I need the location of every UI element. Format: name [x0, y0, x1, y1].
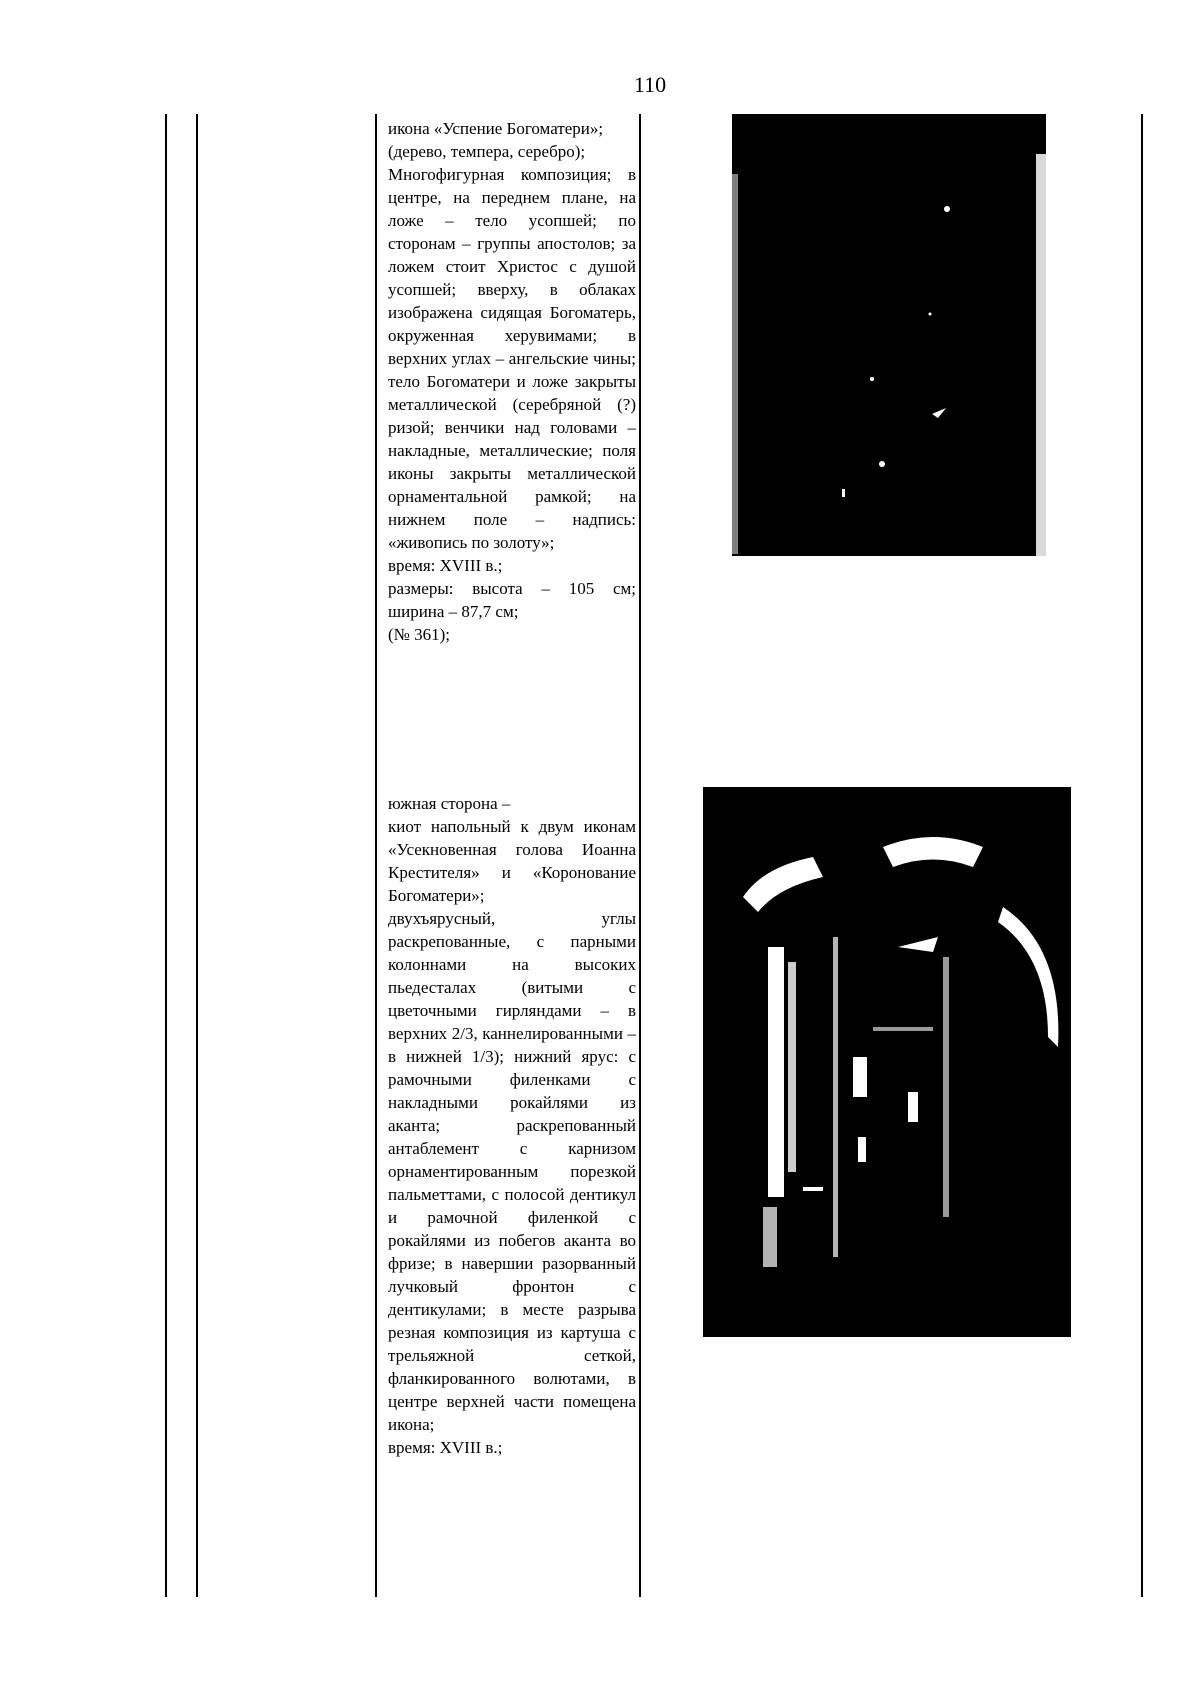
description-line: двухъярусный, углы раскрепованные, с парными колоннами на высоких пьедесталах (витыми с цветочными гирляндами – в верхних 2/3, каннелированными – в нижней 1/3); нижний ярус: с рамочными филенками с накладными рокайлями из аканта; раскрепованный антаблемент с карнизом орнаментированным порезкой пальметтами, с полосой дентикул и рамочной филенкой с рокайлями из побегов аканта во фризе; в навершии разорванный лучковый фронтон с дентикулами; в месте разрыва резная композиция из картуша с трельяжной сеткой, фланкированного волютами, в центре верхней части помещена икона;: [388, 909, 636, 1434]
description-line: икона «Успение Богоматери»;: [388, 119, 604, 138]
table-border: [196, 114, 198, 1597]
table-border: [639, 114, 641, 1597]
description-line: (№ 361);: [388, 625, 451, 644]
description-line: время: XVIII в.;: [388, 556, 503, 575]
icon-photo-art: [732, 114, 1046, 556]
description-cell: [388, 117, 636, 646]
description-line: южная сторона –: [388, 794, 511, 813]
kiot-photo-art: [703, 787, 1071, 1337]
description-line: (дерево, темпера, серебро);: [388, 142, 586, 161]
table-border: [1141, 114, 1143, 1597]
kiot-photo: [703, 787, 1071, 1337]
description-cell: [388, 792, 636, 1459]
page-number: 110: [633, 72, 667, 97]
table-border: [165, 114, 167, 1597]
description-line: киот напольный к двум иконам «Усекновенная голова Иоанна Крестителя» и «Коронование Богоматери»;: [388, 817, 636, 905]
description-line: Многофигурная композиция; в центре, на переднем плане, на ложе – тело усопшей; по сторонам – группы апостолов; за ложем стоит Христос с душой усопшей; вверху, в облаках изображена сидящая Богоматерь, окруженная херувимами; в верхних углах – ангельские чины; тело Богоматери и ложе закрыты металлической (серебряной (?) ризой; венчики над головами – накладные, металлические; поля иконы закрыты металлической орнаментальной рамкой; на нижнем поле – надпись: «живопись по золоту»;: [388, 165, 636, 552]
description-line: время: XVIII в.;: [388, 1438, 503, 1457]
description-line: размеры: высота – 105 см; ширина – 87,7 см;: [388, 579, 636, 621]
table-border: [375, 114, 377, 1597]
icon-photo: [732, 114, 1046, 556]
